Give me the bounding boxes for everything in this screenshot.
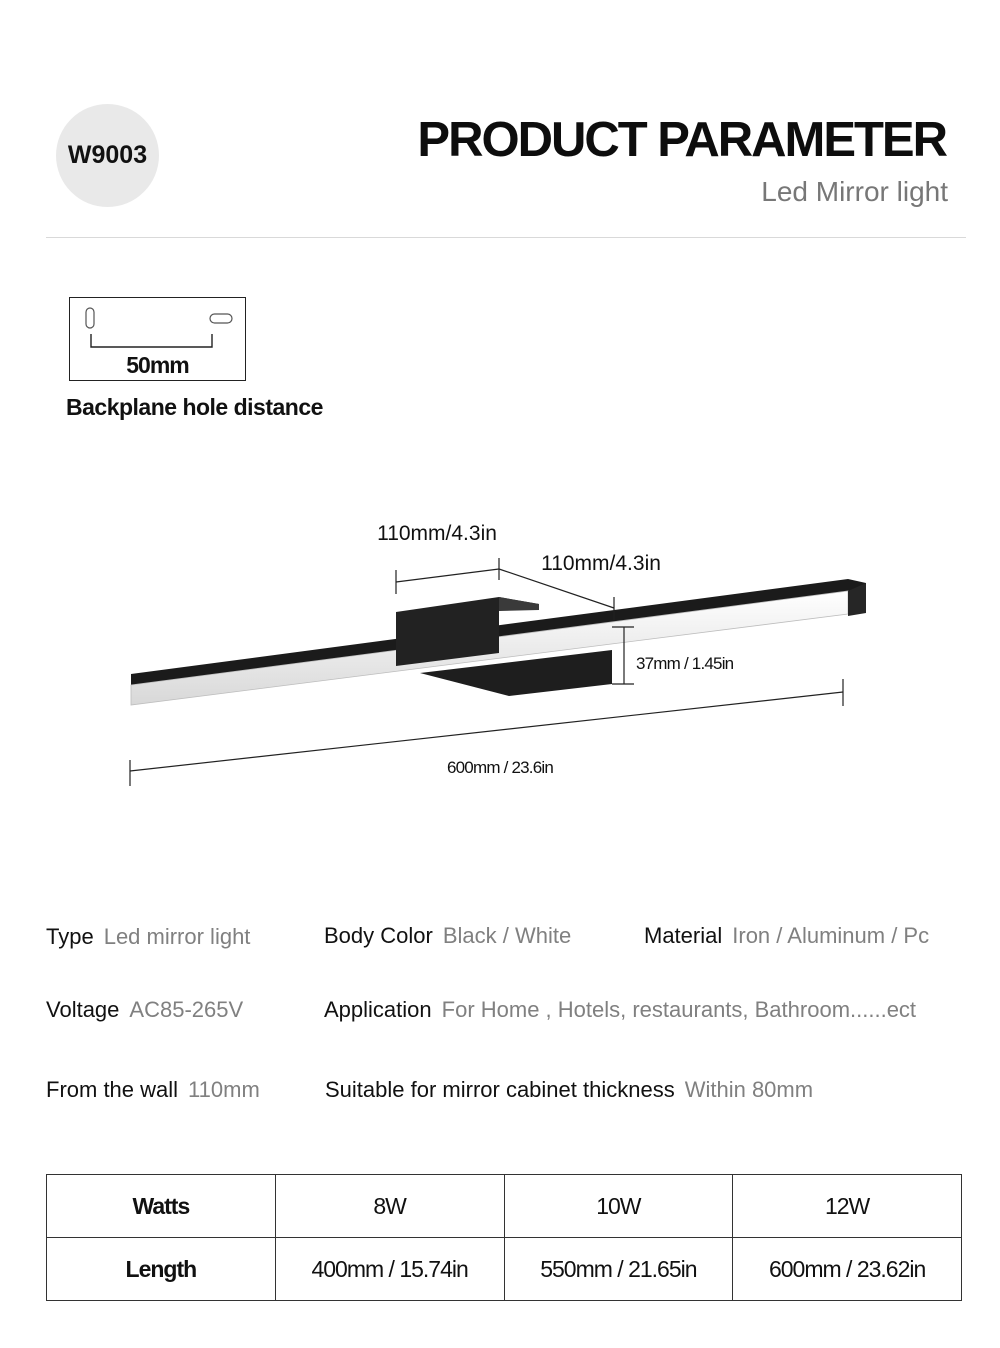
spec-from-wall-value: 110mm — [188, 1077, 260, 1102]
hole-distance-value: 50mm — [126, 352, 189, 378]
table-cell: 10W — [504, 1175, 733, 1238]
table-row — [47, 1238, 962, 1301]
header-divider — [46, 237, 966, 238]
spec-from-wall-label: From the wall — [46, 1077, 179, 1102]
spec-body-color — [324, 923, 571, 949]
backplane-diagram — [69, 297, 246, 381]
spec-body-color-label: Body Color — [324, 923, 433, 948]
row-header-watts: Watts — [47, 1175, 276, 1238]
spec-type — [46, 924, 250, 950]
table-row — [47, 1175, 962, 1238]
spec-application-value: For Home , Hotels, restaurants, Bathroom......ect — [441, 997, 917, 1022]
spec-application-label: Application — [324, 997, 432, 1022]
table-cell: 550mm / 21.65in — [504, 1238, 733, 1301]
spec-cabinet-value: Within 80mm — [684, 1077, 814, 1102]
product-dimension-drawing — [0, 500, 1000, 820]
spec-type-label: Type — [46, 924, 94, 949]
backplane-caption: Backplane hole distance — [66, 394, 323, 420]
table-cell: 8W — [275, 1175, 504, 1238]
spec-body-color-value: Black / White — [442, 923, 572, 948]
table-cell: 600mm / 23.62in — [733, 1238, 962, 1301]
hole-distance-bracket — [91, 334, 212, 347]
spec-from-wall — [46, 1077, 260, 1103]
spec-application — [324, 997, 916, 1023]
spec-material-value: Iron / Aluminum / Pc — [732, 923, 930, 948]
arm-depth-label: 110mm/4.3in — [377, 522, 497, 545]
spec-cabinet-thickness — [325, 1077, 813, 1103]
spec-material — [644, 923, 929, 949]
spec-voltage-value: AC85-265V — [129, 997, 244, 1022]
height-label: 37mm / 1.45in — [636, 654, 734, 673]
spec-type-value: Led mirror light — [103, 924, 251, 949]
model-badge — [56, 104, 159, 207]
spec-material-label: Material — [644, 923, 723, 948]
horizontal-slot-hole — [210, 314, 232, 323]
arm-offset-label: 110mm/4.3in — [541, 552, 661, 575]
spec-cabinet-label: Suitable for mirror cabinet thickness — [325, 1077, 675, 1102]
table-cell: 400mm / 15.74in — [275, 1238, 504, 1301]
page-subtitle: Led Mirror light — [761, 176, 948, 207]
table-cell: 12W — [733, 1175, 962, 1238]
vertical-slot-hole — [86, 308, 94, 328]
page-title: PRODUCT PARAMETER — [417, 113, 946, 167]
model-number: W9003 — [67, 141, 148, 169]
spec-voltage — [46, 997, 243, 1023]
length-label: 600mm / 23.6in — [447, 758, 553, 777]
row-header-length: Length — [47, 1238, 276, 1301]
spec-voltage-label: Voltage — [46, 997, 120, 1022]
watts-length-table — [46, 1174, 962, 1301]
